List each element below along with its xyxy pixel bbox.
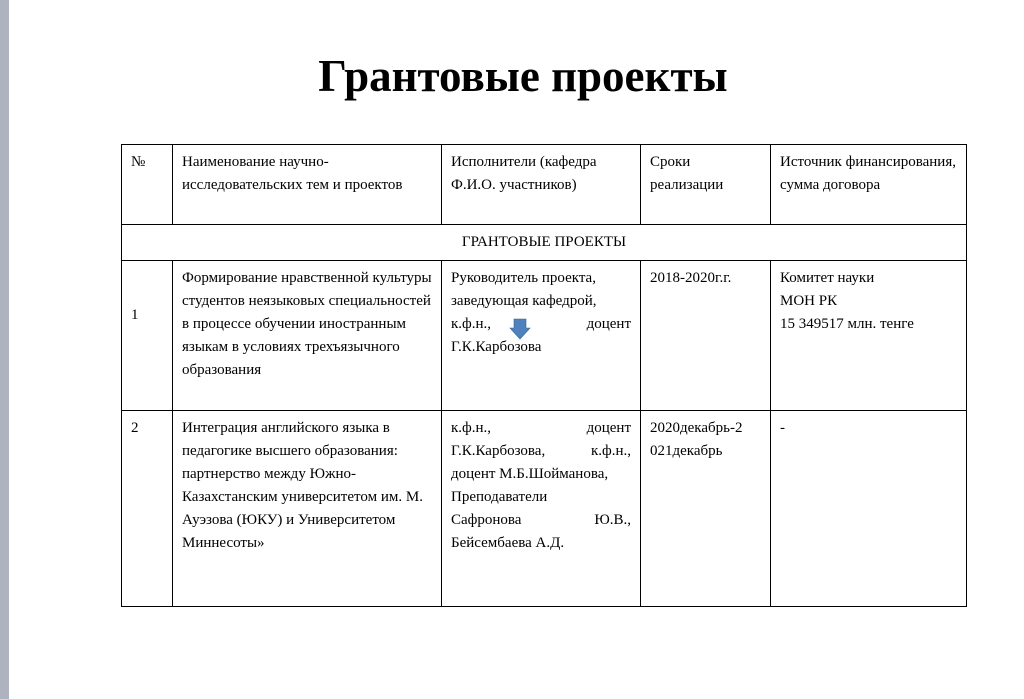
performers-line (451, 486, 631, 509)
row-number: 2 (122, 411, 173, 607)
performers-line (451, 532, 631, 555)
performers-text: Руководитель проекта, (451, 270, 596, 286)
page-title: Грантовые проекты (318, 51, 728, 101)
project-period: 2020декабрь-2 021декабрь (641, 411, 771, 607)
header-name: Наименование научно-исследовательских тем и проектов (173, 145, 442, 225)
header-funding: Источник финансирования, сумма договора (771, 145, 967, 225)
performers-text: Ю.В., (594, 512, 631, 528)
section-row (122, 225, 967, 261)
project-name: Формирование нравственной культуры студентов неязыковых специальностей в процессе обучении иностранным языкам в условиях трехъязычного образования (173, 261, 442, 411)
header-period: Сроки реализации (641, 145, 771, 225)
performers-text: заведующая кафедрой, (451, 293, 597, 309)
row-number: 1 (122, 261, 173, 411)
down-arrow-icon (509, 318, 531, 340)
performers-line (451, 313, 631, 336)
performers-line (451, 417, 631, 440)
project-performers (442, 411, 641, 607)
performers-text: Г.К.Карбозова, (451, 443, 546, 459)
performers-line (451, 290, 631, 313)
performers-text: к.ф.н., (590, 443, 631, 459)
project-funding: - (771, 411, 967, 607)
project-performers (442, 261, 641, 411)
performers-line (451, 336, 631, 359)
grants-table (121, 144, 967, 607)
performers-text: доцент (586, 420, 631, 436)
performers-text: доцент (586, 316, 631, 332)
performers-text: Преподаватели (451, 489, 548, 505)
performers-text: к.ф.н., (451, 316, 492, 332)
project-period: 2018-2020г.г. (641, 261, 771, 411)
left-edge-bar (0, 0, 9, 699)
performers-text: Бейсембаева А.Д. (451, 535, 565, 551)
header-performers: Исполнители (кафедра Ф.И.О. участников) (442, 145, 641, 225)
performers-line (451, 267, 631, 290)
performers-line (451, 440, 631, 463)
project-name: Интеграция английского языка в педагогике высшего образования: партнерство между Южно-Казахстанским университетом им. М. Ауэзова (ЮКУ) и Университетом Миннесоты» (173, 411, 442, 607)
header-number: № (122, 145, 173, 225)
funding-text: МОН РК (780, 293, 838, 309)
funding-text: 15 349517 млн. тенге (780, 316, 914, 332)
table-row (122, 411, 967, 607)
performers-line (451, 509, 631, 532)
funding-text: Комитет науки (780, 270, 875, 286)
performers-text: Сафронова (451, 512, 522, 528)
table-row (122, 261, 967, 411)
performers-line (451, 463, 631, 486)
performers-text: Г.К.Карбозова (451, 339, 542, 355)
section-title: ГРАНТОВЫЕ ПРОЕКТЫ (122, 225, 967, 261)
table-header-row (122, 145, 967, 225)
performers-text: доцент М.Б.Шойманова, (451, 466, 609, 482)
performers-text: к.ф.н., (451, 420, 492, 436)
project-funding (771, 261, 967, 411)
